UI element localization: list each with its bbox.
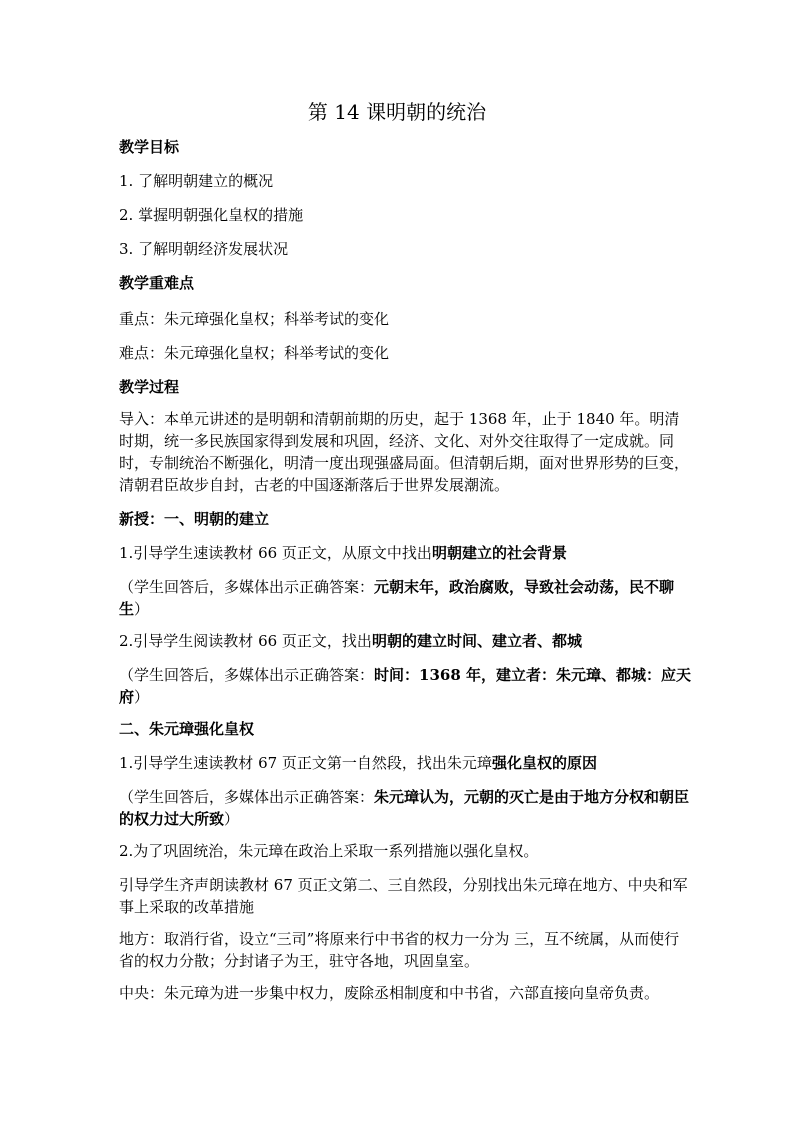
section1-item2-emphasis: 明朝的建立时间、建立者、都城 <box>371 632 582 650</box>
section2-answer1-emphasis: 朱元璋认为，元朝的灭亡是由于地方分权和朝臣的权力过大所致 <box>119 788 690 828</box>
section2-answer1 <box>119 786 691 830</box>
section2-answer1-close: ） <box>224 810 240 828</box>
section1-answer2 <box>119 664 691 708</box>
section1-heading: 新授：一、明朝的建立 <box>119 510 270 528</box>
intro-paragraph: 导入：本单元讲述的是明朝和清朝前期的历史，起于 1368 年，止于 1840 年。明清时期，统一多民族国家得到发展和巩固，经济、文化、对外交往取得了一定成就。同时，专制统治不断强化，明清一度出现强盛局面。但清朝后期，面对世界形势的巨变，清朝君臣故步自封，古老的中国逐渐落后于世界发展潮流。 <box>119 410 690 494</box>
section2-guide: 引导学生齐声朗读教材 67 页正文第二、三自然段，分别找出朱元璋在地方、中央和军事上采取的改革措施 <box>119 876 688 916</box>
section2-item2: 2.为了巩固统治，朱元璋在政治上采取一系列措施以强化皇权。 <box>119 842 539 860</box>
section1-answer1-close: ） <box>134 600 150 618</box>
goal-item-3: 3. 了解明朝经济发展状况 <box>119 240 289 258</box>
section1-item1-text: 1.引导学生速读教材 66 页正文，从原文中找出 <box>119 544 432 562</box>
section1-answer2-text: （学生回答后，多媒体出示正确答案： <box>119 666 375 684</box>
section2-item1-text: 1.引导学生速读教材 67 页正文第一自然段，找出朱元璋 <box>119 754 492 772</box>
section2-heading: 二、朱元璋强化皇权 <box>119 720 255 738</box>
section1-item1-emphasis: 明朝建立的社会背景 <box>431 544 567 562</box>
section1-answer1 <box>119 576 691 620</box>
goals-heading: 教学目标 <box>119 138 180 156</box>
section1-item1 <box>119 542 691 564</box>
goal-item-2: 2. 掌握明朝强化皇权的措施 <box>119 206 304 224</box>
section2-item1 <box>119 752 691 774</box>
goal-item-1: 1. 了解明朝建立的概况 <box>119 172 274 190</box>
section2-answer1-text: （学生回答后，多媒体出示正确答案： <box>119 788 375 806</box>
key-point: 重点：朱元璋强化皇权；科举考试的变化 <box>119 310 390 328</box>
section2-item1-emphasis: 强化皇权的原因 <box>491 754 597 772</box>
section2-central: 中央：朱元璋为进一步集中权力，废除丞相制度和中书省，六部直接向皇帝负责。 <box>119 984 660 1002</box>
section2-local: 地方：取消行省，设立“三司”将原来行中书省的权力一分为 三，互不统属，从而使行省的权力分散；分封诸子为王，驻守各地，巩固皇室。 <box>119 930 680 970</box>
section1-answer2-emphasis: 时间：1368 年，建立者：朱元璋、都城：应天府 <box>119 666 691 706</box>
page-title: 第 14 课明朝的统治 <box>307 100 487 124</box>
section1-answer2-close: ） <box>134 688 150 706</box>
difficult-point: 难点：朱元璋强化皇权；科举考试的变化 <box>119 344 390 362</box>
section1-answer1-text: （学生回答后，多媒体出示正确答案： <box>119 578 375 596</box>
section1-answer1-emphasis: 元朝末年，政治腐败，导致社会动荡，民不聊生 <box>119 578 675 618</box>
key-heading: 教学重难点 <box>119 274 195 292</box>
process-heading: 教学过程 <box>119 378 180 396</box>
section1-item2-text: 2.引导学生阅读教材 66 页正文，找出 <box>119 632 372 650</box>
section1-item2 <box>119 630 691 652</box>
